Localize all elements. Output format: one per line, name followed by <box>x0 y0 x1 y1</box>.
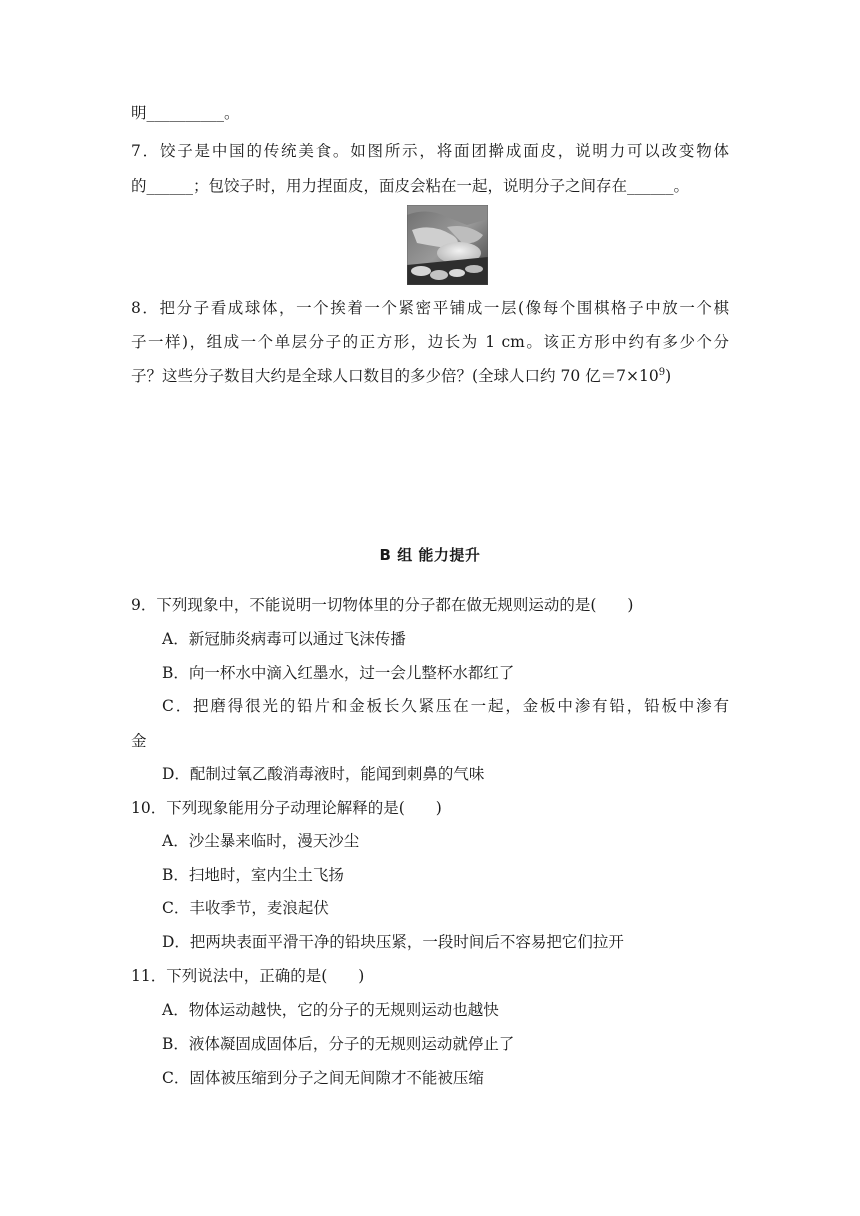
q11-option-a: A．物体运动越快，它的分子的无规则运动也越快 <box>162 1001 499 1019</box>
q8-line-3-end: ) <box>665 367 672 385</box>
q9-option-c-line-2: 金 <box>131 732 147 750</box>
q9-option-b: B．向一杯水中滴入红墨水，过一会儿整杯水都红了 <box>162 664 515 682</box>
q10-option-b: B．扫地时，室内尘土飞扬 <box>162 866 344 884</box>
q10-option-a: A．沙尘暴来临时，漫天沙尘 <box>162 832 360 850</box>
q8-exponent: 9 <box>658 367 666 378</box>
q7-line-1: 7．饺子是中国的传统美食。如图所示，将面团擀成面皮，说明力可以改变物体 <box>131 142 729 160</box>
q8-line-3 <box>131 366 671 386</box>
q9-stem: 9．下列现象中，不能说明一切物体里的分子都在做无规则运动的是( ) <box>131 596 634 614</box>
q7-line-2: 的______；包饺子时，用力捏面皮，面皮会粘在一起，说明分子之间存在______。 <box>131 177 690 195</box>
q9-option-a: A．新冠肺炎病毒可以通过飞沫传播 <box>162 630 406 648</box>
dumpling-dough-photo <box>407 205 488 285</box>
q10-option-c: C．丰收季节，麦浪起伏 <box>162 899 329 917</box>
section-b-title: B 组 能力提升 <box>379 546 481 564</box>
q10-option-d: D．把两块表面平滑干净的铅块压紧，一段时间后不容易把它们拉开 <box>162 933 624 951</box>
q11-stem: 11．下列说法中，正确的是( ) <box>131 967 365 985</box>
q11-option-b: B．液体凝固成固体后，分子的无规则运动就停止了 <box>162 1035 515 1053</box>
q9-option-d: D．配制过氧乙酸消毒液时，能闻到刺鼻的气味 <box>162 765 485 783</box>
prev-question-fragment: 明__________。 <box>131 104 240 122</box>
q9-option-c-line-1: C．把磨得很光的铅片和金板长久紧压在一起，金板中渗有铅，铅板中渗有 <box>162 697 729 715</box>
q8-line-1: 8．把分子看成球体，一个挨着一个紧密平铺成一层(像每个围棋格子中放一个棋 <box>131 299 729 317</box>
q10-stem: 10．下列现象能用分子动理论解释的是( ) <box>131 799 442 817</box>
q8-line-3-main: 子？这些分子数目大约是全球人口数目的多少倍？(全球人口约 70 亿＝7×10 <box>131 367 659 385</box>
q11-option-c: C．固体被压缩到分子之间无间隙才不能被压缩 <box>162 1069 484 1087</box>
q8-line-2: 子一样)，组成一个单层分子的正方形，边长为 1 cm。该正方形中约有多少个分 <box>131 333 729 351</box>
